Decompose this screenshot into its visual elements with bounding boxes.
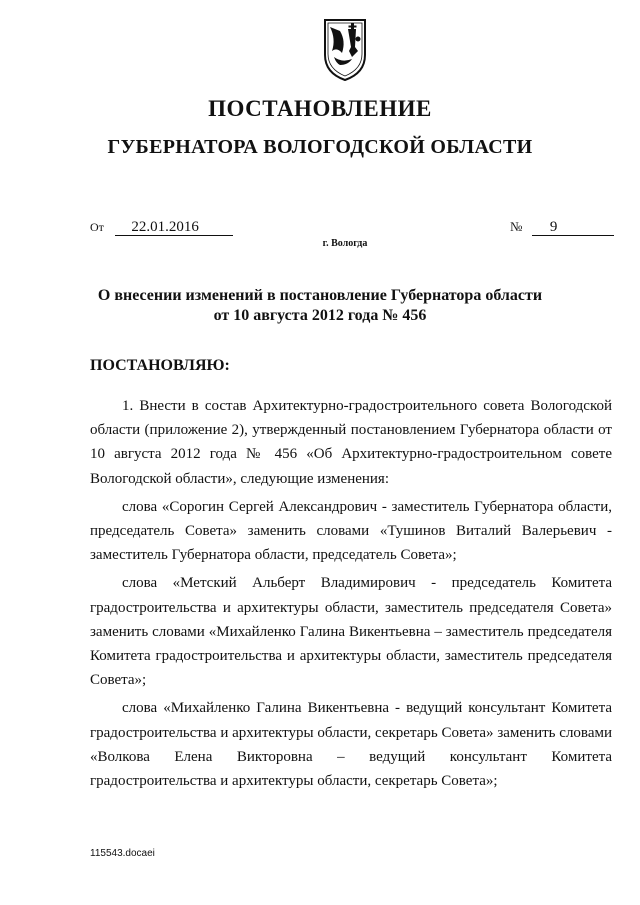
document-subject [0,286,640,326]
body-paragraph-1: 1. Внести в состав Архитектурно-градостроительного совета Вологодской области (приложение 2), утвержденный постановлением Губернатора области от 10 августа 2012 года № 456 «Об Архитектурно-градостроительном совете Вологодской области», следующие изменения: [90,398,612,487]
document-number: 9 [532,219,614,236]
document-subtitle: ГУБЕРНАТОРА ВОЛОГОДСКОЙ ОБЛАСТИ [107,136,533,158]
document-number-row [510,219,614,236]
decree-heading: ПОСТАНОВЛЯЮ: [90,357,230,374]
date-prefix-label: От [90,220,104,234]
body-paragraph-3: слова «Метский Альберт Владимирович - председатель Комитета градостроительства и архитектуры области, заместитель председателя Совета» заменить словами «Михайленко Галина Викентьевна – заместитель председателя Комитета градостроительства и архитектуры области, заместитель председателя Совета»; [90,575,612,689]
number-prefix-label: № [510,219,523,234]
document-city: г. Вологда [322,238,368,249]
subject-line-2: от 10 августа 2012 года № 456 [213,307,427,324]
subject-line-1: О внесении изменений в постановление Губернатора области [97,287,543,304]
document-date-row [90,219,233,236]
footer-file-name: 115543.docaei [90,848,155,859]
body-paragraph-2: слова «Сорогин Сергей Александрович - заместитель Губернатора области, председатель Совета» заменить словами «Тушинов Виталий Валерьевич - заместитель Губернатора области, председатель Совета»; [90,498,612,564]
document-date: 22.01.2016 [115,219,233,236]
document-title: ПОСТАНОВЛЕНИЕ [208,96,432,121]
vologda-coat-of-arms-icon [322,17,368,83]
document-body [90,394,612,797]
body-paragraph-4: слова «Михайленко Галина Викентьевна - ведущий консультант Комитета градостроительства и архитектуры области, секретарь Совета» заменить словами «Волкова Елена Викторовна – ведущий консультант Комитета градостроительства и архитектуры области, секретарь Совета»; [90,700,612,790]
